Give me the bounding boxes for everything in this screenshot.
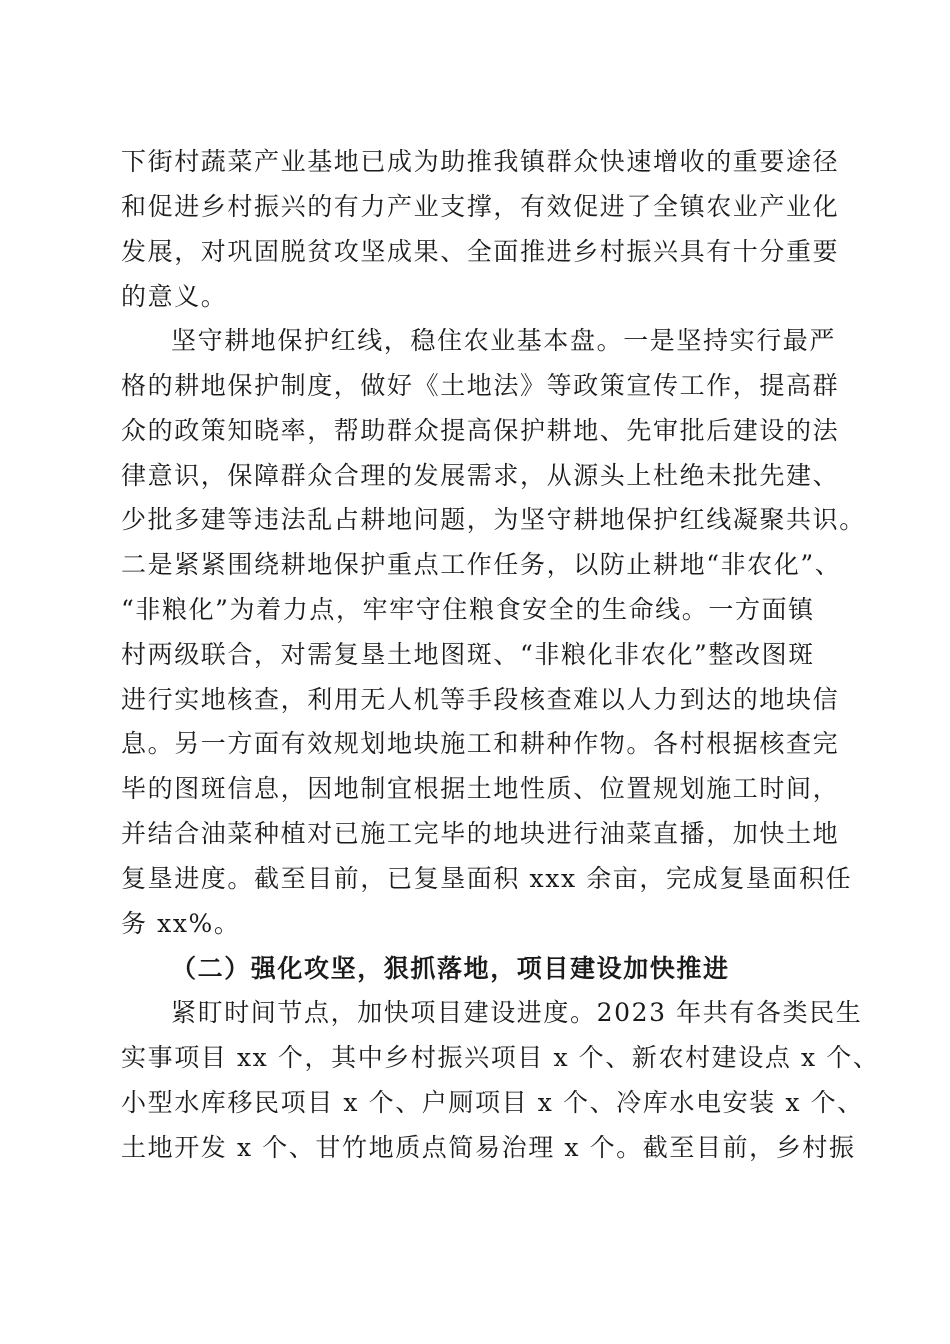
paragraph-line: 并结合油菜种植对已施工完毕的地块进行油菜直播，加快土地: [121, 819, 840, 848]
paragraph-line: 毕的图斑信息，因地制宜根据土地性质、位置规划施工时间，: [121, 774, 840, 803]
paragraph-line: 息。另一方面有效规划地块施工和耕种作物。各村根据核查完: [121, 729, 840, 758]
paragraph-line: 律意识，保障群众合理的发展需求，从源头上杜绝未批先建、: [121, 461, 840, 490]
paragraph-line: 格的耕地保护制度，做好《土地法》等政策宣传工作，提高群: [121, 371, 840, 400]
paragraph-line: 务 xx%。: [121, 909, 241, 938]
paragraph-line: 坚守耕地保护红线，稳住农业基本盘。一是坚持实行最严: [171, 326, 837, 355]
paragraph-line: “非粮化”为着力点，牢牢守住粮食安全的生命线。一方面镇: [121, 595, 815, 624]
paragraph-line: 和促进乡村振兴的有力产业支撑，有效促进了全镇农业产业化: [121, 192, 840, 221]
paragraph-line: 实事项目 xx 个，其中乡村振兴项目 x 个、新农村建设点 x 个、: [121, 1043, 880, 1072]
paragraph-line: 进行实地核查，利用无人机等手段核查难以人力到达的地块信: [121, 685, 840, 714]
paragraph-line: 复垦进度。截至目前，已复垦面积 xxx 余亩，完成复垦面积任: [121, 864, 853, 893]
paragraph-line: 少批多建等违法乱占耕地问题，为坚守耕地保护红线凝聚共识。: [121, 505, 866, 534]
paragraph-line: 下街村蔬菜产业基地已成为助推我镇群众快速增收的重要途径: [121, 147, 840, 176]
paragraph-line: 土地开发 x 个、甘竹地质点简易治理 x 个。截至目前，乡村振: [121, 1133, 856, 1162]
section-heading: （二）强化攻坚，狠抓落地，项目建设加快推进: [171, 954, 730, 983]
paragraph-line: 村两级联合，对需复垦土地图斑、“非粮化非农化”整改图斑: [121, 640, 815, 669]
paragraph-line: 二是紧紧围绕耕地保护重点工作任务，以防止耕地“非农化”、: [121, 550, 842, 579]
paragraph-line: 发展，对巩固脱贫攻坚成果、全面推进乡村振兴具有十分重要: [121, 237, 840, 266]
paragraph-line: 的意义。: [121, 282, 228, 311]
paragraph-line: 小型水库移民项目 x 个、户厕项目 x 个、冷库水电安装 x 个、: [121, 1088, 864, 1117]
paragraph-line: 紧盯时间节点，加快项目建设进度。2023 年共有各类民生: [171, 998, 863, 1027]
paragraph-line: 众的政策知晓率，帮助群众提高保护耕地、先审批后建设的法: [121, 416, 840, 445]
